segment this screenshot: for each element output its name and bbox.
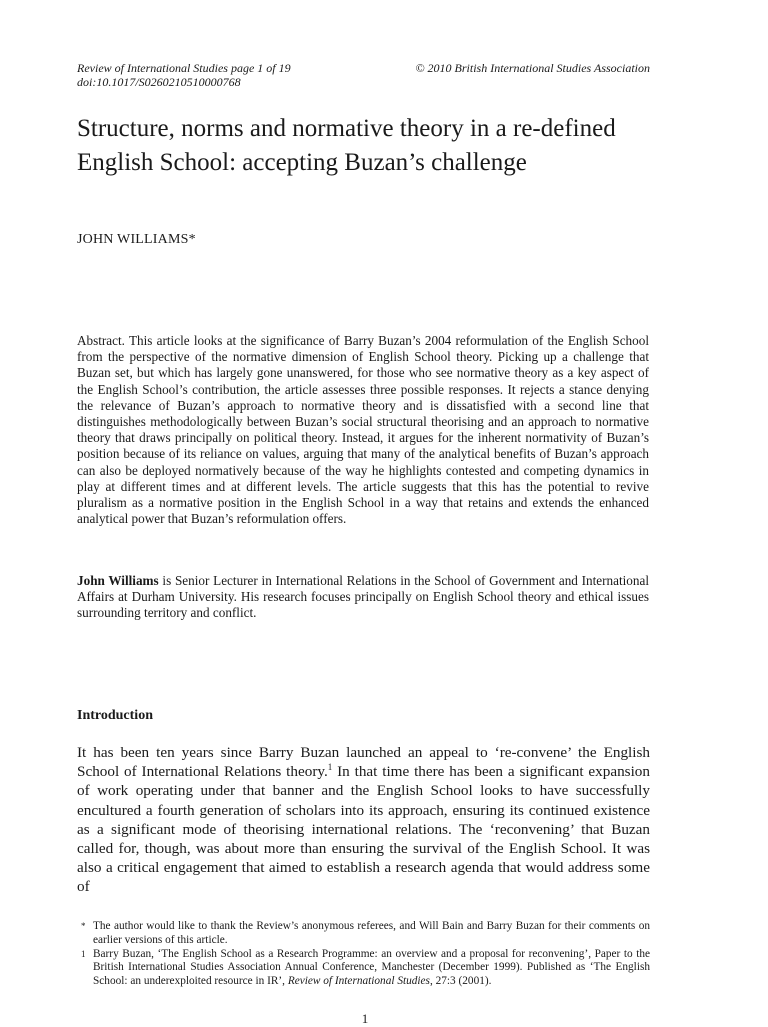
section-heading: Introduction — [77, 708, 153, 723]
journal-line: Review of International Studies page 1 of 19 — [77, 61, 291, 75]
running-header — [77, 61, 650, 89]
article-title: Structure, norms and normative theory in a re-defined English School: accepting Buzan’s challenge — [77, 115, 616, 176]
footnotes — [77, 920, 650, 989]
footnote-text: Barry Buzan, ‘The English School as a Research Programme: an overview and a proposal for reconvening’, Paper to the British International Studies Association Annual Conference, Manchester (December 1999). Published as ‘The English School: an underexploited resource in IR’, — [93, 947, 650, 988]
intro-text-2: In that time there has been a significant expansion of work operating under that banner and the English School looks to have successfully encultured a fourth generation of scholars into its approach, ensuring its continued existence as a significant mode of theorising international relations. The ‘reconvening’ that Buzan called for, though, was about more than ensuring the survival of the English School. It was also a critical engagement that aimed to establish a research agenda that would address some of — [77, 763, 650, 896]
intro-paragraph — [77, 743, 650, 897]
footnote-mark: 1 — [81, 948, 86, 959]
footnote-mark: * — [81, 921, 86, 931]
footnote-text: The author would like to thank the Review’s anonymous referees, and Will Bain and Barry Buzan for their comments on earlier versions of this article. — [93, 920, 650, 946]
intro-text-1: It has been ten years since Barry Buzan launched an appeal to ‘re-convene’ the English School of International Relations theory. — [77, 744, 650, 781]
footnote-journal-title: Review of International Studies — [287, 975, 430, 988]
author-name: JOHN WILLIAMS* — [77, 232, 196, 247]
page-number: 1 — [361, 1011, 369, 1026]
footnote-ref-1[interactable]: 1 — [327, 762, 333, 773]
author-bio-text: is Senior Lecturer in International Relations in the School of Government and International Affairs at Durham University. His research focuses principally on English School theory and ethical issues surrounding territory and conflict. — [77, 573, 649, 621]
author-bio-name: John Williams — [77, 573, 159, 588]
footnote-1 — [77, 948, 650, 989]
abstract: Abstract. This article looks at the significance of Barry Buzan’s 2004 reformulation of the English School from the perspective of the normative dimension of English School theory. Picking up a challenge that Buzan set, but which has largely gone unanswered, for those who see normative theory as a key aspect of the English School’s contribution, the article assesses three possible responses. It rejects a stance denying the relevance of Buzan’s approach to normative theory and is dissatisfied with a second line that distinguishes methodologically between Buzan’s social structural theorising and an approach to normative theory that draws principally on political theory. Instead, it argues for the inherent normativity of Buzan’s position because of its reliance on values, arguing that many of the analytical benefits of Buzan’s approach can also be deployed normatively because of the way he highlights contested and competing dynamics in play at different times and at different levels. The article suggests that this has the potential to revive pluralism as a normative position in the English School in a way that retains and extends the enhanced analytical power that Buzan’s reformulation offers. — [77, 333, 649, 527]
footnote-star — [77, 920, 650, 948]
doi: doi:10.1017/S0260210510000768 — [77, 75, 241, 89]
footnote-tail: , 27:3 (2001). — [429, 975, 492, 988]
copyright-notice: © 2010 British International Studies Association — [415, 61, 650, 75]
author-bio — [77, 573, 649, 622]
